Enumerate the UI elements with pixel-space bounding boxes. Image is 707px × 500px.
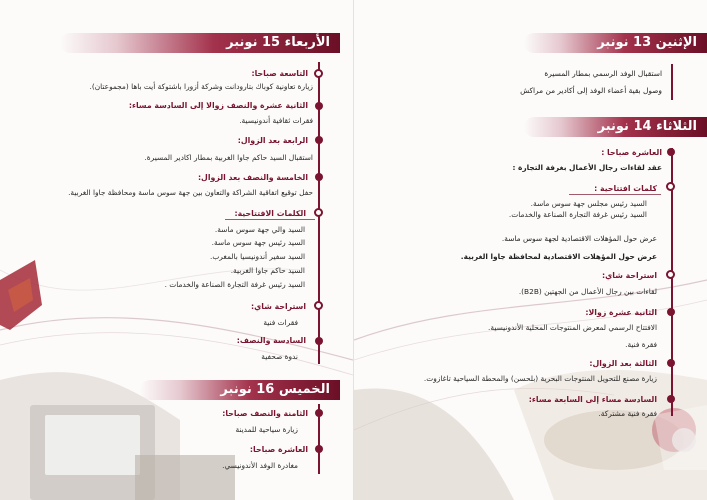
- heading-underline: [225, 219, 315, 220]
- speaker-item: السيد حاكم جاوا الغربية.: [230, 266, 305, 275]
- session-item: زيارة مصنع للتحويل المنتوجات البحرية (بلحسن) والمحطة السياحية تاغازوت.: [423, 374, 657, 383]
- timeline-marker: [667, 359, 675, 367]
- day-title: الخميس 16 نونبر: [220, 382, 330, 397]
- session-item: ندوة صحفية: [261, 352, 298, 361]
- heading-underline: [569, 194, 661, 195]
- session-time: التاسعة صباحا:: [251, 69, 308, 78]
- timeline-marker: [315, 173, 323, 181]
- session-item: مغادرة الوفد الأندونيسي.: [222, 461, 298, 470]
- day-header-thursday: [140, 380, 340, 400]
- speaker-item: السيد رئيس جهة سوس ماسة.: [211, 238, 305, 247]
- session-time: الثانية عشرة والنصف زوالا إلى السادسة مساء:: [128, 101, 308, 110]
- session-item: استقبال السيد حاكم جاوا الغربية بمطار اكادير المسيرة.: [144, 153, 313, 162]
- speaker-item: السيد والي جهة سوس ماسة.: [214, 225, 305, 234]
- timeline-marker: [667, 308, 675, 316]
- timeline-marker: [666, 182, 675, 191]
- session-item: استقبال الوفد الرسمي بمطار المسيرة: [544, 69, 662, 78]
- day-header-monday: [524, 33, 707, 53]
- session-item: وصول بقية أعضاء الوفد إلى أكادير من مراكش: [520, 86, 662, 95]
- timeline-marker: [315, 136, 323, 144]
- section-heading: كلمات افتتاحية :: [594, 184, 657, 193]
- session-item: زيارة سياحية للمدينة: [235, 425, 298, 434]
- session-time: الثانية عشرة زوالا:: [585, 308, 657, 317]
- session-time: استراحة شاي:: [251, 302, 306, 311]
- session-time: العاشرة صباحا :: [601, 148, 662, 157]
- timeline-line: [671, 64, 673, 100]
- timeline-marker: [314, 69, 323, 78]
- session-time: السادسة والنصف:: [236, 336, 306, 345]
- session-item: الافتتاح الرسمي لمعرض المنتوجات المحلية الأندونيسية.: [488, 323, 657, 332]
- timeline-marker: [315, 409, 323, 417]
- session-item: عقد لقاءات رجال الأعمال بغرفة التجارة :: [512, 163, 662, 172]
- timeline-marker: [667, 148, 675, 156]
- speaker-item: السيد رئيس غرفة التجارة الصناعة والخدمات.: [508, 210, 647, 219]
- session-item: فقرة فنية.: [625, 340, 657, 349]
- session-time: الخامسة والنصف بعد الزوال:: [197, 173, 308, 182]
- timeline-marker: [314, 301, 323, 310]
- session-item: زيارة تعاونية كوباك بتارودانت وشركة أزورا باشتوكة أيت باها (مجموعتان).: [89, 82, 313, 91]
- session-item: فقرات ثقافية أندونيسية.: [239, 116, 313, 125]
- timeline-marker: [314, 208, 323, 217]
- timeline-marker: [666, 270, 675, 279]
- day-title: الأربعاء 15 نونبر: [226, 35, 330, 50]
- timeline-marker: [315, 337, 323, 345]
- session-time: استراحة شاي:: [602, 271, 657, 280]
- session-item: لقاءات بين رجال الأعمال من الجهتين (B2B).: [518, 287, 657, 296]
- day-title: الثلاثاء 14 نونبر: [597, 119, 697, 134]
- day-header-wednesday: [60, 33, 340, 53]
- session-time: الرابعة بعد الزوال:: [237, 136, 308, 145]
- session-time: الثالثة بعد الزوال:: [589, 359, 657, 368]
- session-item: فقرة فنية مشتركة.: [598, 409, 657, 418]
- presentation-item: عرض حول المؤهلات الاقتصادية لجهة سوس ماسة.: [501, 234, 657, 243]
- day-title: الإثنين 13 نونبر: [597, 35, 697, 50]
- day-header-tuesday: [524, 117, 707, 137]
- timeline-marker: [667, 395, 675, 403]
- section-heading: الكلمات الافتتاحية:: [234, 209, 306, 218]
- session-item: فقرات فنية: [263, 318, 298, 327]
- speaker-item: السيد رئيس مجلس جهة سوس ماسة.: [530, 199, 647, 208]
- speaker-item: السيد سفير أندونيسيا بالمغرب.: [210, 252, 305, 261]
- timeline-marker: [315, 445, 323, 453]
- session-time: الثامنة والنصف صباحا:: [222, 409, 308, 418]
- presentation-item: عرض حول المؤهلات الاقتصادية لمحافظة جاوا الغربية.: [460, 252, 657, 261]
- speaker-item: السيد رئيس غرفة التجارة الصناعة والخدمات .: [164, 280, 305, 289]
- session-time: العاشرة صباحا:: [249, 445, 308, 454]
- session-item: حفل توقيع اتفاقية الشراكة والتعاون بين جهة سوس ماسة ومحافظة جاوا الغربية.: [68, 188, 313, 197]
- session-time: السادسة مساء إلى السابعة مساء:: [528, 395, 657, 404]
- right-page: [354, 0, 707, 500]
- timeline-marker: [315, 102, 323, 110]
